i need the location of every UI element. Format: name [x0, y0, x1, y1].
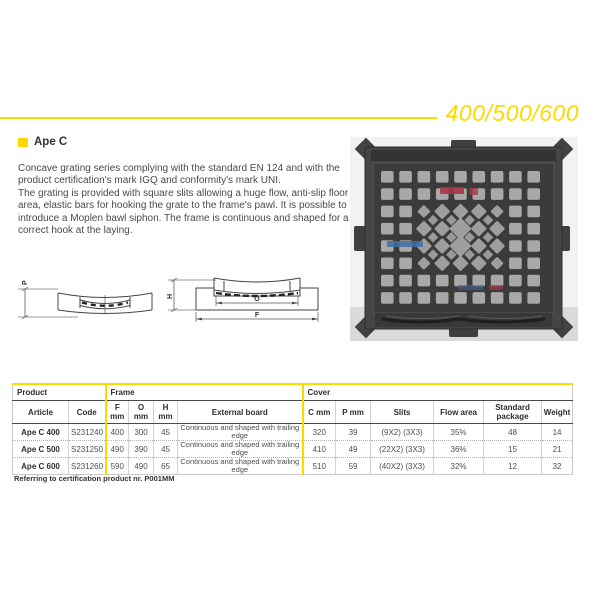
cell-article: Ape C 600: [21, 461, 60, 471]
frame-section-drawing: [166, 266, 326, 333]
cell-f: 590: [106, 458, 129, 475]
dim-label-h: H: [167, 293, 174, 299]
table-header-row: [13, 401, 573, 424]
cell-c: 320: [303, 424, 336, 441]
col-o-mm: O mm: [129, 401, 154, 424]
cell-flow-area: 35%: [434, 424, 484, 441]
dim-label-o: O: [254, 296, 260, 303]
col-c-mm: C mm: [303, 401, 336, 424]
col-code: Code: [69, 401, 106, 424]
col-weight: Weight: [542, 401, 573, 424]
cell-external-board: Continuous and shaped with trailing edge: [178, 458, 303, 475]
cell-flow-area: 36%: [434, 441, 484, 458]
group-product: Product: [13, 384, 106, 401]
cell-code: S231240: [69, 424, 106, 441]
series-title: 400/500/600: [445, 100, 579, 126]
cell-o: 300: [129, 424, 154, 441]
accent-rule: [0, 117, 437, 119]
table-group-row: [13, 384, 573, 401]
cell-standard-package: 48: [484, 424, 542, 441]
col-p-mm: P mm: [336, 401, 371, 424]
col-f-mm: F mm: [106, 401, 129, 424]
group-frame: Frame: [106, 384, 303, 401]
elastic-bars: [375, 313, 552, 327]
cell-o: 490: [129, 458, 154, 475]
cell-standard-package: 12: [484, 458, 542, 475]
cell-f: 400: [106, 424, 129, 441]
dim-label-f: F: [254, 312, 260, 319]
dim-label-p: P: [22, 280, 29, 285]
product-photo: [350, 137, 578, 341]
cell-slits: (9X2) (3X3): [371, 424, 434, 441]
cell-h: 65: [154, 458, 178, 475]
cell-code: S231250: [69, 441, 106, 458]
section-heading: [18, 136, 67, 148]
cell-code: S231260: [69, 458, 106, 475]
cell-weight: 21: [542, 441, 573, 458]
grate-section-drawing: [16, 272, 158, 331]
cell-slits: (40X2) (3X3): [371, 458, 434, 475]
section-title: Ape C: [34, 136, 68, 148]
intro-text: [18, 163, 352, 237]
cell-slits: (22X2) (3X3): [371, 441, 434, 458]
col-h-mm: H mm: [154, 401, 178, 424]
cell-external-board: Continuous and shaped with trailing edge: [178, 441, 303, 458]
intro-paragraph-1: Concave grating series complying with the standard EN 124 and with the product certification's mark IGQ and conformity's mark UNI.: [18, 163, 340, 187]
group-cover: Cover: [303, 384, 573, 401]
cell-p: 59: [336, 458, 371, 475]
spec-table: [12, 383, 573, 475]
cell-f: 490: [106, 441, 129, 458]
col-external-board: External board: [178, 401, 303, 424]
intro-paragraph-2: The grating is provided with square slits allowing a huge flow, anti-slip floor area, elastic bars for hooking the grate to the frame's pawl. It is possible to introduce a Moplen bawl siphon. The frame is continuous and shaped for a correct hook at the laying.: [18, 187, 349, 237]
cell-article: Ape C 500: [13, 441, 69, 458]
col-slits: Slits: [371, 401, 434, 424]
col-article: Article: [13, 401, 69, 424]
cell-h: 45: [154, 441, 178, 458]
cell-standard-package: 15: [484, 441, 542, 458]
cell-c: 410: [303, 441, 336, 458]
col-flow-area: Flow area: [434, 401, 484, 424]
col-standard-package: Standard package: [484, 401, 542, 424]
cell-o: 390: [129, 441, 154, 458]
table-row: [13, 441, 573, 458]
cell-c: 510: [303, 458, 336, 475]
table-row: [13, 424, 573, 441]
cell-p: 39: [336, 424, 371, 441]
cell-h: 45: [154, 424, 178, 441]
table-row: [13, 458, 573, 475]
cell-article: Ape C 400: [13, 424, 69, 441]
cell-weight: 14: [542, 424, 573, 441]
cell-p: 49: [336, 441, 371, 458]
bullet-square-icon: [18, 138, 28, 147]
cell-weight: 32: [542, 458, 573, 475]
cell-external-board: Continuous and shaped with trailing edge: [178, 424, 303, 441]
cell-flow-area: 32%: [434, 458, 484, 475]
certification-footnote: Referring to certification product nr. P001MM: [14, 474, 175, 483]
